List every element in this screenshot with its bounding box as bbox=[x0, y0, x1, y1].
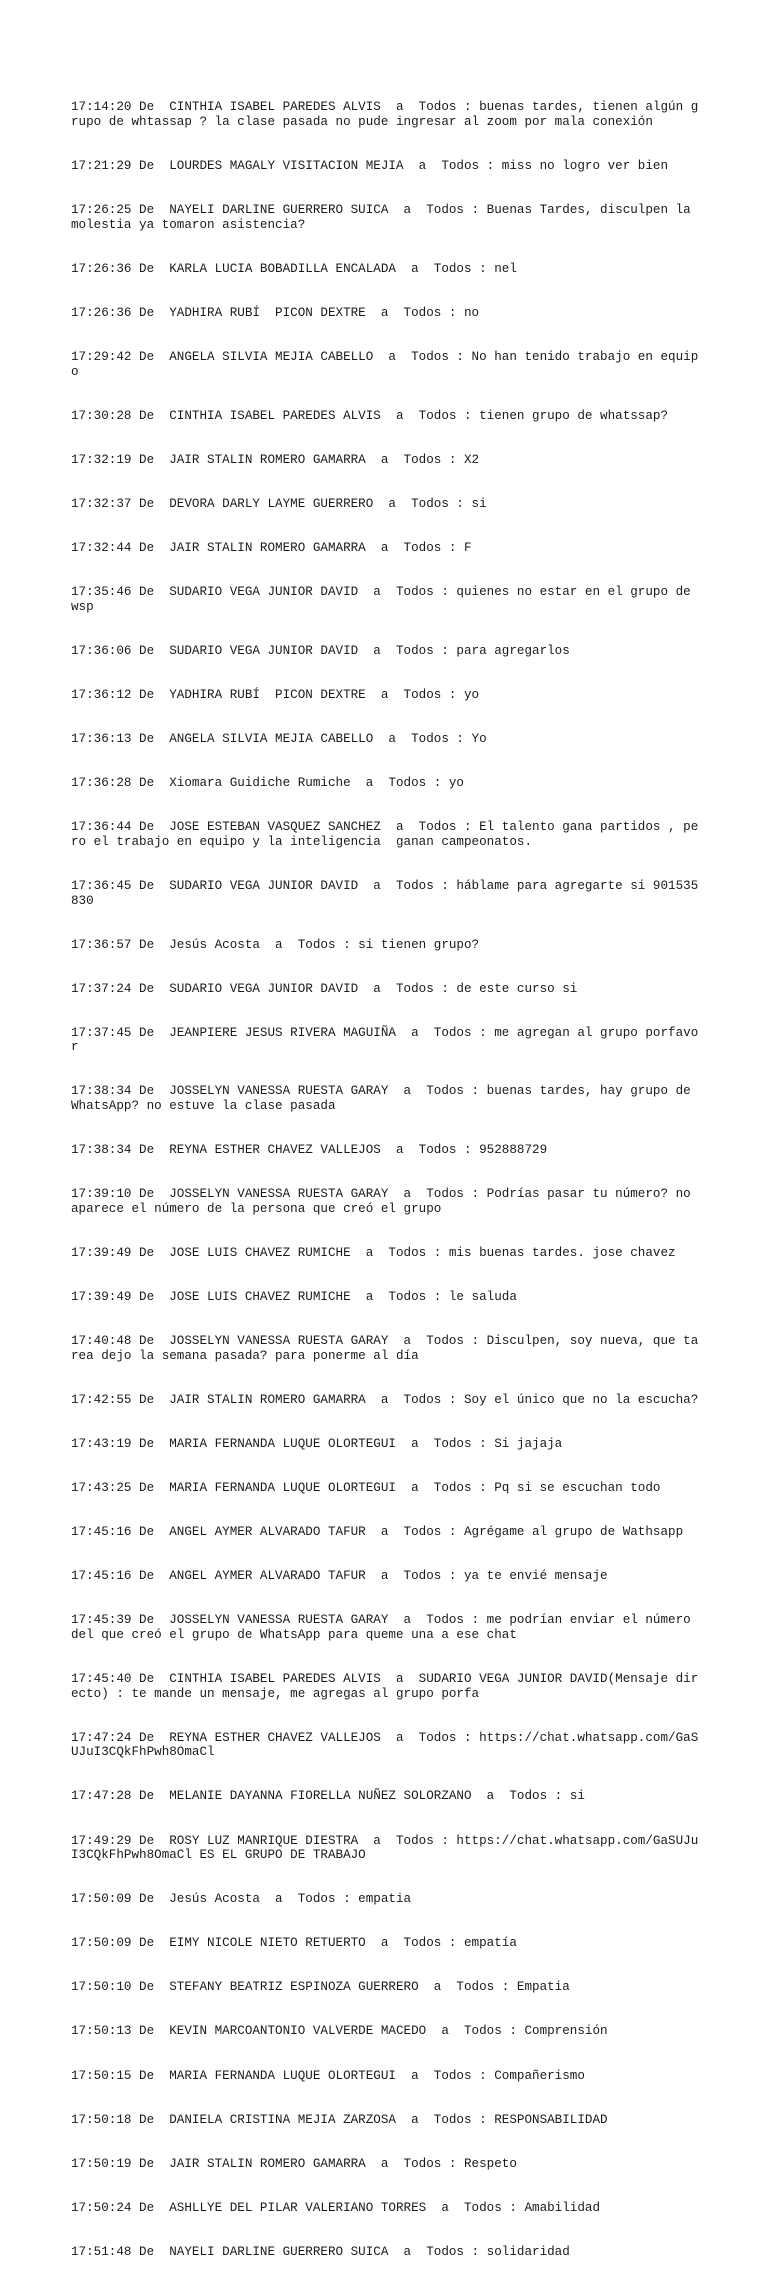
chat-message: 17:50:13 De KEVIN MARCOANTONIO VALVERDE MACEDO a Todos : Comprensión bbox=[71, 2024, 608, 2039]
chat-message: 17:45:16 De ANGEL AYMER ALVARADO TAFUR a Todos : ya te envié mensaje bbox=[71, 1569, 608, 1584]
chat-message: 17:36:44 De JOSE ESTEBAN VASQUEZ SANCHEZ a Todos : El talento gana partidos , pero el trabajo en equipo y la inteligencia ganan campeonatos. bbox=[71, 820, 699, 849]
chat-message: 17:42:55 De JAIR STALIN ROMERO GAMARRA a Todos : Soy el único que no la escucha? bbox=[71, 1392, 699, 1407]
chat-message: 17:39:49 De JOSE LUIS CHAVEZ RUMICHE a Todos : mis buenas tardes. jose chavez bbox=[71, 1246, 676, 1260]
chat-message: 17:50:10 De STEFANY BEATRIZ ESPINOZA GUERRERO a Todos : Empatia bbox=[71, 1980, 570, 1995]
chat-message: 17:36:45 De SUDARIO VEGA JUNIOR DAVID a Todos : háblame para agregarte si 901535830 bbox=[71, 878, 699, 908]
chat-message: 17:26:36 De YADHIRA RUBÍ PICON DEXTRE a Todos : no bbox=[71, 306, 480, 320]
chat-message: 17:38:34 De JOSSELYN VANESSA RUESTA GARAY a Todos : buenas tardes, hay grupo de WhatsApp? no estuve la clase pasada bbox=[71, 1084, 699, 1114]
chat-message: 17:49:29 De ROSY LUZ MANRIQUE DIESTRA a Todos : https://chat.whatsapp.com/GaSUJuI3CQkFhPwh8OmaCl ES EL GRUPO DE TRABAJO bbox=[71, 1833, 699, 1863]
chat-message: 17:30:28 De CINTHIA ISABEL PAREDES ALVIS a Todos : tienen grupo de whatssap? bbox=[71, 408, 669, 423]
chat-message: 17:50:09 De Jesús Acosta a Todos : empatia bbox=[71, 1892, 412, 1907]
chat-message: 17:36:57 De Jesús Acosta a Todos : si tienen grupo? bbox=[71, 937, 480, 952]
chat-message: 17:43:19 De MARIA FERNANDA LUQUE OLORTEGUI a Todos : Si jajaja bbox=[71, 1436, 563, 1451]
chat-message: 17:29:42 De ANGELA SILVIA MEJIA CABELLO a Todos : No han tenido trabajo en equipo bbox=[71, 350, 699, 379]
chat-message: 17:26:36 De KARLA LUCIA BOBADILLA ENCALADA a Todos : nel bbox=[71, 261, 517, 276]
chat-message: 17:37:45 De JEANPIERE JESUS RIVERA MAGUIÑA a Todos : me agregan al grupo porfavor bbox=[71, 1025, 699, 1055]
chat-message: 17:36:12 De YADHIRA RUBÍ PICON DEXTRE a Todos : yo bbox=[71, 687, 480, 702]
chat-message: 17:38:34 De REYNA ESTHER CHAVEZ VALLEJOS a Todos : 952888729 bbox=[71, 1143, 548, 1158]
chat-message: 17:45:40 De CINTHIA ISABEL PAREDES ALVIS a SUDARIO VEGA JUNIOR DAVID(Mensaje directo) : te mande un mensaje, me agregas al grupo porfa bbox=[71, 1671, 699, 1701]
chat-message: 17:50:19 De JAIR STALIN ROMERO GAMARRA a Todos : Respeto bbox=[71, 2156, 517, 2171]
chat-message: 17:50:18 De DANIELA CRISTINA MEJIA ZARZOSA a Todos : RESPONSABILIDAD bbox=[71, 2112, 608, 2127]
chat-message: 17:50:24 De ASHLLYE DEL PILAR VALERIANO TORRES a Todos : Amabilidad bbox=[71, 2200, 601, 2215]
chat-message: 17:36:06 De SUDARIO VEGA JUNIOR DAVID a Todos : para agregarlos bbox=[71, 643, 570, 658]
chat-message: 17:35:46 De SUDARIO VEGA JUNIOR DAVID a Todos : quienes no estar en el grupo de wsp bbox=[71, 585, 699, 614]
chat-message: 17:47:24 De REYNA ESTHER CHAVEZ VALLEJOS a Todos : https://chat.whatsapp.com/GaSUJuI3CQkFhPwh8OmaCl bbox=[71, 1730, 699, 1760]
chat-message: 17:39:49 De JOSE LUIS CHAVEZ RUMICHE a Todos : le saluda bbox=[71, 1290, 517, 1305]
chat-message: 17:39:10 De JOSSELYN VANESSA RUESTA GARAY a Todos : Podrías pasar tu número? no aparece el número de la persona que creó el grupo bbox=[71, 1187, 699, 1216]
chat-message: 17:45:16 De ANGEL AYMER ALVARADO TAFUR a Todos : Agrégame al grupo de Wathsapp bbox=[71, 1525, 684, 1540]
chat-transcript bbox=[71, 71, 701, 2274]
chat-message: 17:50:15 De MARIA FERNANDA LUQUE OLORTEGUI a Todos : Compañerismo bbox=[71, 2068, 585, 2083]
chat-message: 17:36:28 De Xiomara Guidiche Rumiche a Todos : yo bbox=[71, 776, 464, 790]
chat-message: 17:45:39 De JOSSELYN VANESSA RUESTA GARAY a Todos : me podrían enviar el número del que creó el grupo de WhatsApp para queme una a ese chat bbox=[71, 1613, 699, 1642]
chat-message: 17:26:25 De NAYELI DARLINE GUERRERO SUICA a Todos : Buenas Tardes, disculpen la molestia ya tomaron asistencia? bbox=[71, 203, 699, 232]
chat-message: 17:32:19 De JAIR STALIN ROMERO GAMARRA a Todos : X2 bbox=[71, 452, 480, 467]
chat-message: 17:51:48 De NAYELI DARLINE GUERRERO SUICA a Todos : solidaridad bbox=[71, 2244, 570, 2259]
chat-message: 17:47:28 De MELANIE DAYANNA FIORELLA NUÑEZ SOLORZANO a Todos : si bbox=[71, 1789, 585, 1804]
chat-message: 17:32:37 De DEVORA DARLY LAYME GUERRERO a Todos : si bbox=[71, 496, 487, 511]
chat-message: 17:32:44 De JAIR STALIN ROMERO GAMARRA a Todos : F bbox=[71, 541, 472, 555]
chat-message: 17:50:09 De EIMY NICOLE NIETO RETUERTO a Todos : empatía bbox=[71, 1936, 517, 1951]
chat-message: 17:43:25 De MARIA FERNANDA LUQUE OLORTEGUI a Todos : Pq si se escuchan todo bbox=[71, 1481, 661, 1495]
chat-message: 17:14:20 De CINTHIA ISABEL PAREDES ALVIS a Todos : buenas tardes, tienen algún grupo de whtassap ? la clase pasada no pude ingresar al zoom por mala conexión bbox=[71, 100, 699, 130]
chat-message: 17:21:29 De LOURDES MAGALY VISITACION MEJIA a Todos : miss no logro ver bien bbox=[71, 159, 669, 174]
chat-message: 17:37:24 De SUDARIO VEGA JUNIOR DAVID a Todos : de este curso si bbox=[71, 981, 578, 996]
chat-message: 17:36:13 De ANGELA SILVIA MEJIA CABELLO a Todos : Yo bbox=[71, 731, 487, 746]
chat-message: 17:40:48 De JOSSELYN VANESSA RUESTA GARAY a Todos : Disculpen, soy nueva, que tarea dejo la semana pasada? para ponerme al día bbox=[71, 1334, 699, 1363]
